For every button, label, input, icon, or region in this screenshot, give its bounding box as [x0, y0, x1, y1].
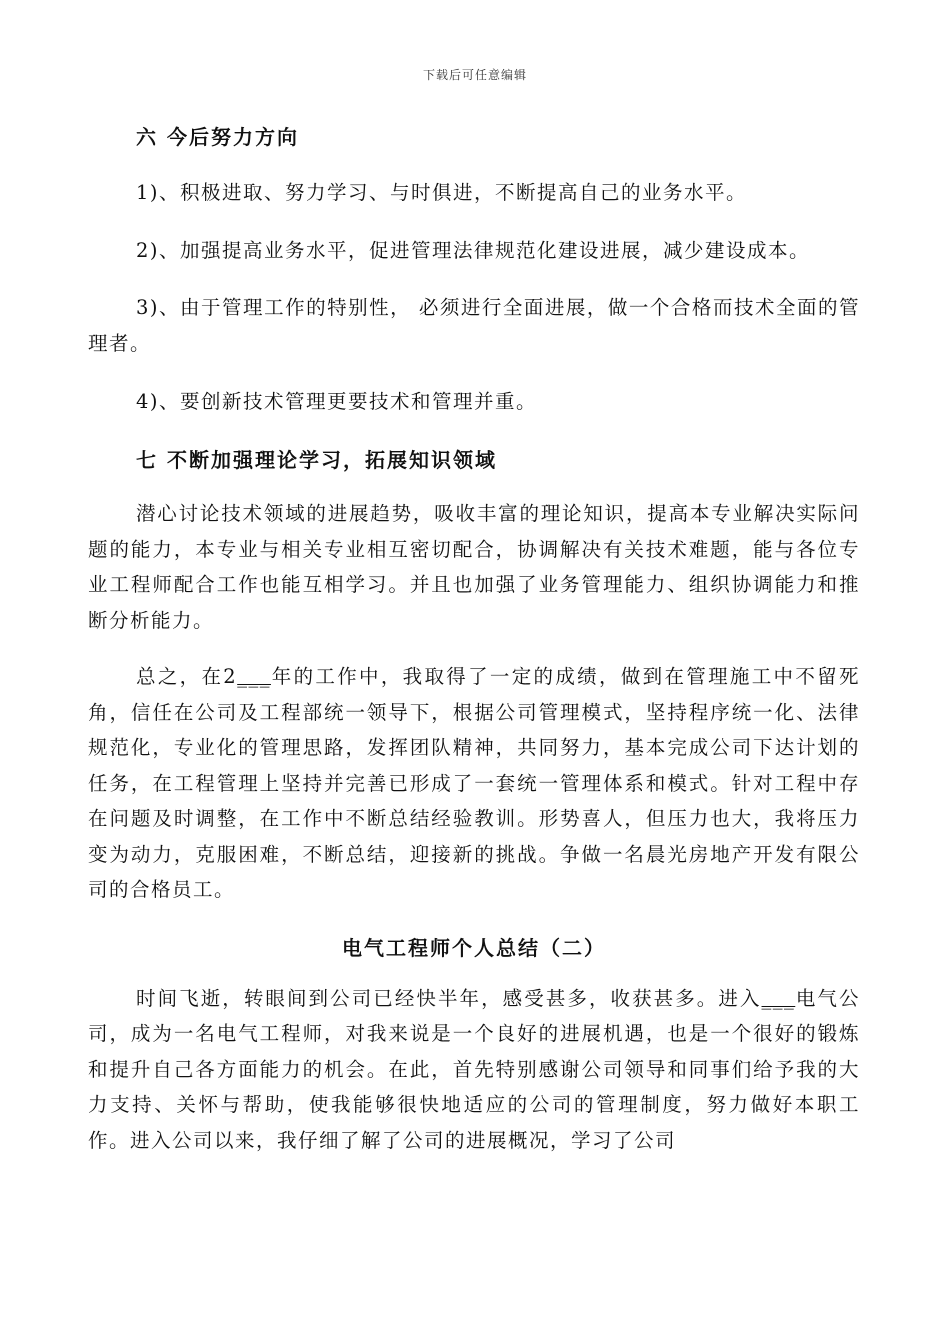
- document-body: [88, 118, 860, 1158]
- summary-blank: ___: [237, 665, 271, 688]
- section-7-paragraph: 潜心讨论技术领域的进展趋势，吸收丰富的理论知识，提高本专业解决实际问题的能力，本专业与相关专业相互密切配合，协调解决有关技术难题，能与各位专业工程师配合工作也能互相学习。并且也加强了业务管理能力、组织协调能力和推断分析能力。: [88, 502, 860, 632]
- summary-rest: 年的工作中，我取得了一定的成绩，做到在管理施工中不留死角，信任在公司及工程部统一领导下，根据公司管理模式，坚持程序统一化、法律规范化，专业化的管理思路，发挥团队精神，共同努力，基本完成公司下达计划的任务，在工程管理上坚持并完善已形成了一套统一管理体系和模式。针对工程中存在问题及时调整，在工作中不断总结经验教训。形势喜人，但压力也大，我将压力变为动力，克服困难，不断总结，迎接新的挑战。争做一名晨光房地产开发有限公司的合格员工。: [88, 665, 860, 901]
- part-2-rest: 电气公司，成为一名电气工程师，对我来说是一个良好的进展机遇，也是一个很好的锻炼和提升自己各方面能力的机会。在此，首先特别感谢公司领导和同事们给予我的大力支持、关怀与帮助，使我能够很快地适应的公司的管理制度，努力做好本职工作。进入公司以来，我仔细了解了公司的进展概况，学习了公司: [88, 986, 860, 1152]
- list-item-2: 2)、加强提高业务水平，促进管理法律规范化建设进展，减少建设成本。: [136, 239, 811, 262]
- list-item-4: 4)、要创新技术管理更要技术和管理并重。: [136, 390, 538, 413]
- part-2-paragraph: [88, 981, 860, 1159]
- list-item-3: 3)、由于管理工作的特别性， 必须进行全面进展，做一个合格而技术全面的管理者。: [88, 296, 860, 355]
- part-2-prefix: 时间飞逝，转眼间到公司已经快半年，感受甚多，收获甚多。进入: [136, 986, 762, 1010]
- summary-prefix: 总之，在2: [136, 665, 238, 688]
- part-2-title: 电气工程师个人总结（二）: [342, 935, 606, 960]
- part-2-blank: ___: [761, 986, 796, 1010]
- section-7-heading: 七 不断加强理论学习，拓展知识领域: [136, 448, 497, 472]
- header-note: 下载后可任意编辑: [422, 68, 527, 82]
- summary-paragraph: [88, 659, 860, 908]
- section-6-heading: 六 今后努力方向: [136, 125, 299, 149]
- list-item-1: 1)、积极进取、努力学习、与时俱进，不断提高自己的业务水平。: [136, 181, 748, 204]
